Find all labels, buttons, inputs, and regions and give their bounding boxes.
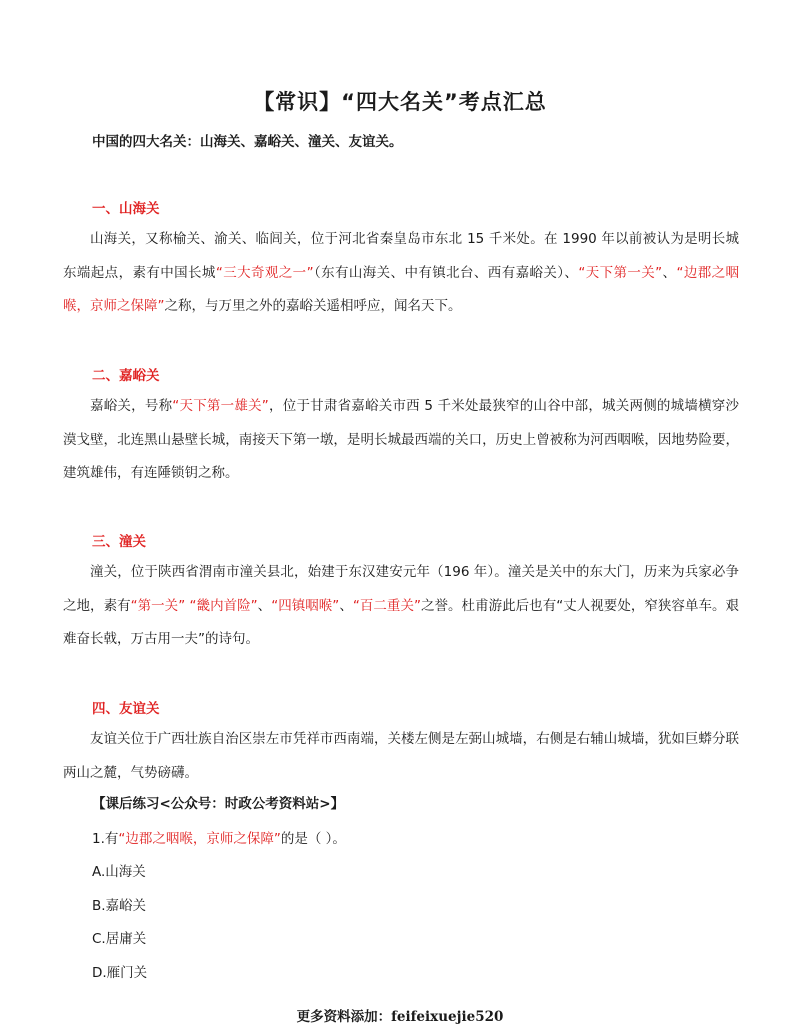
section-paragraph-jiayuguan: [63, 390, 739, 491]
section-heading-youyiguan: 四、友谊关: [92, 701, 160, 717]
section-heading-tongguan: 三、潼关: [92, 534, 146, 550]
question-suffix: 的是（ ）。: [280, 831, 346, 847]
section-heading-shanhaiguan: 一、山海关: [92, 201, 160, 217]
question-prefix: 1.有: [92, 831, 119, 847]
option-a: A.山海关: [92, 864, 146, 880]
text-run: 潼关，位于陕西省渭南市潼关县北，始建于东汉建安元年（196 年）。潼关是关中的东大门，历来为兵家必争之地，素有: [63, 564, 739, 614]
section-paragraph-shanhaiguan: [63, 223, 739, 324]
exercise-heading: 【课后练习<公众号：时政公考资料站>】: [92, 796, 345, 812]
question-highlight: “边郡之咽喉，京师之保障”: [118, 831, 281, 847]
text-run: 嘉峪关，号称: [90, 398, 173, 414]
text-run: 、: [257, 597, 272, 614]
footer-text: 更多资料添加：feifeixuejie520: [296, 1009, 504, 1025]
text-run: 、: [339, 597, 353, 614]
text-run: 之誉。杜甫游此后也有“丈人视要处，窄狭容单车。艰难奋长戟，万古用一夫”的诗句。: [63, 597, 740, 647]
highlight-text: “三大奇观之一”: [215, 264, 314, 281]
highlight-text: “四镇咽喉”: [271, 597, 340, 614]
intro-text: 中国的四大名关：山海关、嘉峪关、潼关、友谊关。: [92, 134, 403, 150]
text-run: 山海关，又称榆关、渝关、临闾关，位于河北省秦皇岛市东北 15 千米处。在 1990 年以前被认为是明长城东端起点，素有中国长城: [63, 231, 739, 281]
highlight-text: “第一关”: [130, 597, 186, 614]
highlight-text: “畿内首险”: [189, 597, 258, 614]
section-paragraph-youyiguan: 友谊关位于广西壮族自治区崇左市凭祥市西南端，关楼左侧是左弼山城墙，右侧是右辅山城墙，犹如巨蟒分联两山之麓，气势磅礴。: [63, 731, 739, 781]
option-c: C.居庸关: [92, 931, 147, 947]
text-run: ，位于甘肃省嘉峪关市西 5 千米处最狭窄的山谷中部，城关两侧的城墙横穿沙漠戈壁，北连黑山悬壁长城，南接天下第一墩，是明长城最西端的关口，历史上曾被称为河西咽喉，因地势险要，建筑雄伟，有连陲锁钥之称。: [63, 398, 739, 481]
highlight-text: “天下第一雄关”: [172, 398, 269, 414]
section-paragraph-tongguan: [63, 556, 739, 657]
highlight-text: “百二重关”: [352, 597, 421, 614]
text-run: （东有山海关、中有镇北台、西有嘉峪关）、: [313, 264, 579, 281]
text-run: 之称，与万里之外的嘉峪关遥相呼应，闻名天下。: [164, 298, 462, 314]
text-run: 、: [662, 264, 677, 281]
page-title: 【常识】“四大名关”考点汇总: [253, 90, 547, 114]
highlight-text: “天下第一关”: [578, 264, 663, 281]
highlight-text: “边郡之咽喉，京师之保障”: [63, 264, 740, 314]
option-b: B.嘉峪关: [92, 898, 147, 914]
section-heading-jiayuguan: 二、嘉峪关: [92, 368, 160, 384]
exercise-question: [92, 829, 346, 849]
option-d: D.雁门关: [92, 965, 148, 981]
